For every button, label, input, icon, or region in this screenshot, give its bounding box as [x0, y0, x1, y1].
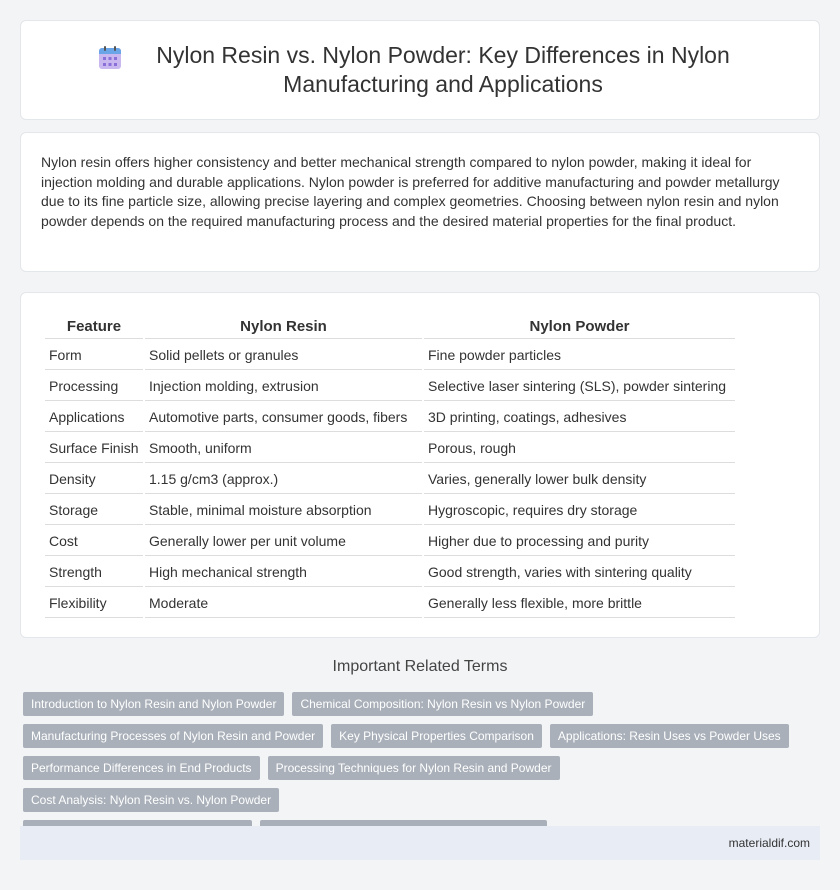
cell-feature: Strength — [45, 558, 143, 587]
cell-feature: Density — [45, 465, 143, 494]
cell-feature: Processing — [45, 372, 143, 401]
header-feature: Feature — [45, 313, 143, 339]
table-header-row — [45, 313, 735, 339]
cell-resin: Injection molding, extrusion — [145, 372, 422, 401]
cell-resin: Automotive parts, consumer goods, fibers — [145, 403, 422, 432]
cell-resin: Stable, minimal moisture absorption — [145, 496, 422, 525]
cell-powder: Porous, rough — [424, 434, 735, 463]
footer — [20, 826, 820, 860]
related-term-tag[interactable]: Introduction to Nylon Resin and Nylon Powder — [23, 692, 284, 716]
cell-powder: Good strength, varies with sintering quality — [424, 558, 735, 587]
tag-row — [22, 724, 822, 756]
table-row — [45, 589, 735, 618]
table-row — [45, 496, 735, 525]
header-card — [20, 20, 820, 120]
cell-resin: Smooth, uniform — [145, 434, 422, 463]
table-row — [45, 434, 735, 463]
cell-powder: 3D printing, coatings, adhesives — [424, 403, 735, 432]
cell-resin: Solid pellets or granules — [145, 341, 422, 370]
cell-feature: Cost — [45, 527, 143, 556]
related-term-tag[interactable]: Manufacturing Processes of Nylon Resin and Powder — [23, 724, 323, 748]
cell-feature: Storage — [45, 496, 143, 525]
table-row — [45, 341, 735, 370]
page-title: Nylon Resin vs. Nylon Powder: Key Differences in Nylon Manufacturing and Applications — [156, 42, 730, 97]
cell-resin: Generally lower per unit volume — [145, 527, 422, 556]
related-terms-title: Important Related Terms — [332, 658, 508, 675]
cell-powder: Hygroscopic, requires dry storage — [424, 496, 735, 525]
header-nylon-resin: Nylon Resin — [145, 313, 422, 339]
intro-text: Nylon resin offers higher consistency and better mechanical strength compared to nylon powder, making it ideal for injection molding and durable applications. Nylon powder is preferred for additive manufacturing and powder metallurgy due to its fine particle size, allowing precise layering and complex geometries. Choosing between nylon resin and nylon powder depends on the required manufacturing process and the desired material properties for the final product. — [41, 154, 780, 229]
table-row — [45, 372, 735, 401]
related-term-tag[interactable]: Applications: Resin Uses vs Powder Uses — [550, 724, 789, 748]
comparison-table-card — [20, 292, 820, 638]
table-row — [45, 403, 735, 432]
related-term-tag[interactable]: Processing Techniques for Nylon Resin and Powder — [268, 756, 560, 780]
tag-row — [22, 756, 822, 807]
cell-powder: Generally less flexible, more brittle — [424, 589, 735, 618]
tag-row — [22, 692, 822, 724]
cell-feature: Flexibility — [45, 589, 143, 618]
related-term-tag[interactable]: Key Physical Properties Comparison — [331, 724, 542, 748]
cell-powder: Higher due to processing and purity — [424, 527, 735, 556]
table-row — [45, 527, 735, 556]
table-row — [45, 558, 735, 587]
cell-powder: Varies, generally lower bulk density — [424, 465, 735, 494]
cell-resin: High mechanical strength — [145, 558, 422, 587]
footer-site-link[interactable]: materialdif.com — [728, 836, 810, 850]
cell-resin: Moderate — [145, 589, 422, 618]
cell-feature: Applications — [45, 403, 143, 432]
calendar-icon — [97, 45, 123, 71]
related-term-tag[interactable]: Cost Analysis: Nylon Resin vs. Nylon Powder — [23, 788, 279, 812]
title-wrap — [97, 41, 743, 99]
cell-feature: Form — [45, 341, 143, 370]
intro-card — [20, 132, 820, 272]
cell-resin: 1.15 g/cm3 (approx.) — [145, 465, 422, 494]
cell-powder: Fine powder particles — [424, 341, 735, 370]
related-term-tag[interactable]: Chemical Composition: Nylon Resin vs Nylon Powder — [292, 692, 593, 716]
header-nylon-powder: Nylon Powder — [424, 313, 735, 339]
related-term-tag[interactable]: Performance Differences in End Products — [23, 756, 260, 780]
comparison-table — [43, 311, 737, 620]
table-row — [45, 465, 735, 494]
cell-powder: Selective laser sintering (SLS), powder sintering — [424, 372, 735, 401]
cell-feature: Surface Finish — [45, 434, 143, 463]
